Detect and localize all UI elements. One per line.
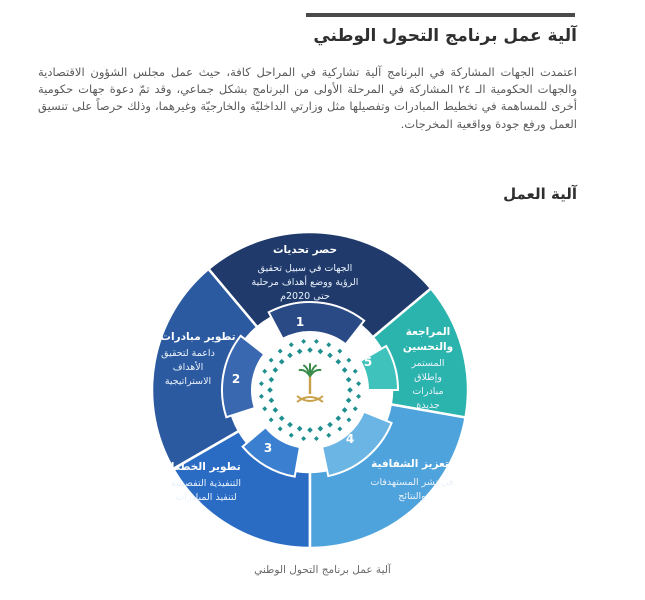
segment-title-5: المراجعة (405, 326, 451, 338)
segment-title-2: تطوير مبادرات (160, 331, 236, 343)
segment-number-3: 3 (263, 441, 273, 455)
segment-title-3: تطوير الخطط (169, 461, 241, 473)
segment-2-line-2: الأهداف (172, 362, 204, 373)
segment-5-line-4: جديدة (416, 400, 440, 411)
segment-title-4: تعزيز الشفافية (371, 458, 449, 470)
segment-title-1: حصر تحديات (272, 244, 338, 256)
segment-2-line-3: الاستراتيجية (164, 376, 212, 387)
segment-number-5: 5 (363, 355, 373, 369)
segment-4-line-2: والنتائج (398, 491, 426, 502)
segment-5-line-3: مبادرات (412, 386, 444, 397)
segment-3-line-1: التنفيذية التفصيلية (170, 478, 242, 489)
section-heading: آلية العمل (503, 185, 577, 203)
segment-title2-5: والتحسين (402, 341, 454, 353)
segment-1-line-1: الجهات في سبيل تحقيق (257, 263, 353, 274)
segment-5-line-1: المستمر (411, 358, 445, 369)
segment-number-2: 2 (231, 372, 241, 386)
segment-number-1: 1 (295, 315, 305, 329)
page-title: آلية عمل برنامج التحول الوطني (313, 26, 577, 46)
segment-number-4: 4 (345, 432, 355, 446)
segment-1-line-3: حتى 2020م (280, 291, 330, 302)
intro-paragraph: اعتمدت الجهات المشاركة في البرنامج آلية تشاركية في المراحل كافة، حيث عمل مجلس الشؤون الاقتصادية والجهات الحكومية الـ ٢٤ المشاركة في المرحلة الأولى من البرنامج بشكل جماعي، وقد تمّ دعوة جهات حكومية أخرى للمساهمة في تخطيط المبادرات وتفصيلها مثل وزارتي الداخليّة والخارجيّة وغيرهما، وذلك حرصاً على تنسيق العمل ورفع جودة وواقعية المخرجات. (38, 65, 577, 131)
segment-3-line-2: لتنفيذ المبادرات (175, 492, 237, 503)
segment-2-line-1: داعمة لتحقيق (161, 348, 215, 359)
diagram-caption: آلية عمل برنامج التحول الوطني (254, 564, 391, 576)
segment-4-line-1: في نشر المستهدفات (370, 477, 454, 488)
segment-1-line-2: الرؤية ووضع أهداف مرحلية (251, 277, 359, 288)
segment-5-line-2: وإطلاق (414, 372, 442, 383)
